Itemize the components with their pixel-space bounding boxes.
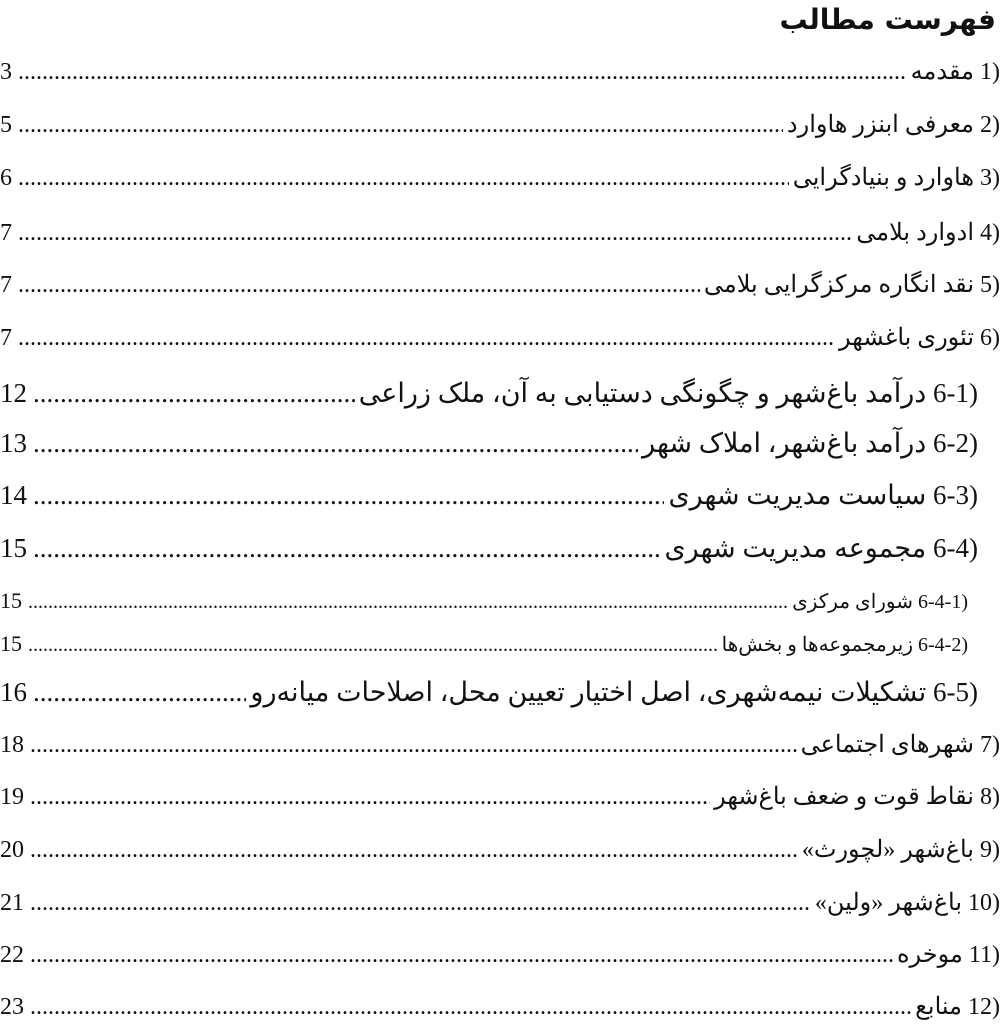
entry-title: باغ‌شهر «لچورث» [801, 837, 974, 863]
entry-number: 6-1) [933, 378, 978, 408]
dot-leader [18, 105, 783, 145]
toc-title: فهرست مطالب [779, 3, 996, 36]
entry-number: 5) [980, 272, 1000, 298]
toc-entry-9[interactable] [0, 830, 1000, 870]
entry-title: شهرهای اجتماعی [800, 732, 974, 758]
toc-entry-6[interactable] [0, 318, 1000, 358]
entry-number: 7) [980, 732, 1000, 758]
dot-leader [18, 318, 835, 358]
dot-leader [18, 265, 700, 305]
toc-entry-3[interactable] [0, 158, 1000, 198]
entry-number: 9) [980, 837, 1000, 863]
toc-entry-6-2[interactable] [0, 421, 1000, 465]
entry-page: 3 [0, 59, 12, 85]
dot-leader [33, 371, 355, 415]
dot-leader [33, 421, 638, 465]
toc-entry-2[interactable] [0, 105, 1000, 145]
toc-entry-11[interactable] [0, 935, 1000, 975]
entry-page: 12 [0, 378, 27, 408]
entry-page: 15 [0, 588, 22, 613]
entry-page: 16 [0, 677, 27, 707]
entry-title: درآمد باغ‌شهر و چگونگی دستیابی به آن، ملک زراعی [358, 378, 927, 408]
entry-page: 19 [0, 784, 24, 810]
toc-entry-10[interactable] [0, 883, 1000, 923]
toc-entry-6-4-2[interactable] [0, 627, 1000, 661]
dot-leader [28, 628, 718, 662]
entry-number: 6-4) [933, 533, 978, 563]
entry-page: 15 [0, 631, 22, 656]
entry-title: زیرمجموعه‌ها و بخش‌ها [721, 634, 914, 656]
entry-number: 12) [968, 994, 1000, 1020]
entry-number: 1) [980, 59, 1000, 85]
entry-page: 14 [0, 480, 27, 510]
entry-number: 6-2) [933, 428, 978, 458]
entry-title: تشکیلات نیمه‌شهری، اصل اختیار تعیین محل، اصلاحات میانه‌رو [250, 677, 927, 707]
entry-title: منابع [915, 994, 962, 1020]
entry-title: مجموعه مدیریت شهری [664, 533, 927, 563]
toc-entry-6-1[interactable] [0, 371, 1000, 415]
entry-page: 7 [0, 325, 12, 351]
toc-entry-8[interactable] [0, 777, 1000, 817]
dot-leader [33, 526, 661, 570]
entry-number: 6) [980, 325, 1000, 351]
toc-entry-6-3[interactable] [0, 473, 1000, 517]
entry-title: نقاط قوت و ضعف باغ‌شهر [714, 784, 974, 810]
toc-entry-1[interactable] [0, 52, 1000, 92]
entry-title: باغ‌شهر «ولین» [814, 890, 962, 916]
dot-leader [18, 158, 789, 198]
entry-page: 23 [0, 994, 24, 1020]
entry-title: هاوارد و بنیادگرایی [792, 165, 974, 191]
entry-title: معرفی ابنزر هاوارد [786, 112, 974, 138]
toc-entry-6-5[interactable] [0, 670, 1000, 714]
toc-entry-12[interactable] [0, 987, 1000, 1027]
entry-page: 22 [0, 942, 24, 968]
entry-title: ادوارد بلامی [856, 220, 974, 246]
entry-page: 5 [0, 112, 12, 138]
entry-page: 21 [0, 890, 24, 916]
toc-entry-6-4-1[interactable] [0, 584, 1000, 618]
toc-entry-7[interactable] [0, 725, 1000, 765]
entry-title: شورای مرکزی [792, 591, 914, 613]
toc-entry-6-4[interactable] [0, 526, 1000, 570]
entry-number: 2) [980, 112, 1000, 138]
dot-leader [18, 52, 907, 92]
entry-number: 4) [980, 220, 1000, 246]
entry-number: 11) [968, 942, 1000, 968]
entry-number: 6-4-1) [918, 591, 968, 613]
entry-page: 20 [0, 837, 24, 863]
entry-page: 15 [0, 533, 27, 563]
dot-leader [30, 987, 911, 1027]
entry-page: 7 [0, 220, 12, 246]
entry-number: 10) [968, 890, 1000, 916]
entry-title: تئوری باغشهر [839, 325, 974, 351]
entry-page: 18 [0, 732, 24, 758]
dot-leader [18, 213, 852, 253]
toc-entry-5[interactable] [0, 265, 1000, 305]
entry-number: 6-4-2) [918, 634, 968, 656]
dot-leader [33, 473, 664, 517]
entry-page: 7 [0, 272, 12, 298]
entry-title: نقد انگاره مرکزگرایی بلامی [703, 272, 974, 298]
entry-page: 6 [0, 165, 12, 191]
dot-leader [28, 585, 788, 619]
dot-leader [30, 830, 798, 870]
toc-entry-4[interactable] [0, 213, 1000, 253]
dot-leader [30, 883, 811, 923]
entry-number: 8) [980, 784, 1000, 810]
entry-page: 13 [0, 428, 27, 458]
dot-leader [30, 777, 710, 817]
dot-leader [30, 725, 797, 765]
dot-leader [33, 670, 246, 714]
entry-title: مقدمه [910, 59, 974, 85]
entry-number: 6-3) [933, 480, 978, 510]
dot-leader [30, 935, 893, 975]
entry-number: 3) [980, 165, 1000, 191]
entry-title: سیاست مدیریت شهری [668, 480, 927, 510]
entry-title: درآمد باغ‌شهر، املاک شهر [642, 428, 927, 458]
entry-number: 6-5) [933, 677, 978, 707]
entry-title: موخره [896, 942, 963, 968]
